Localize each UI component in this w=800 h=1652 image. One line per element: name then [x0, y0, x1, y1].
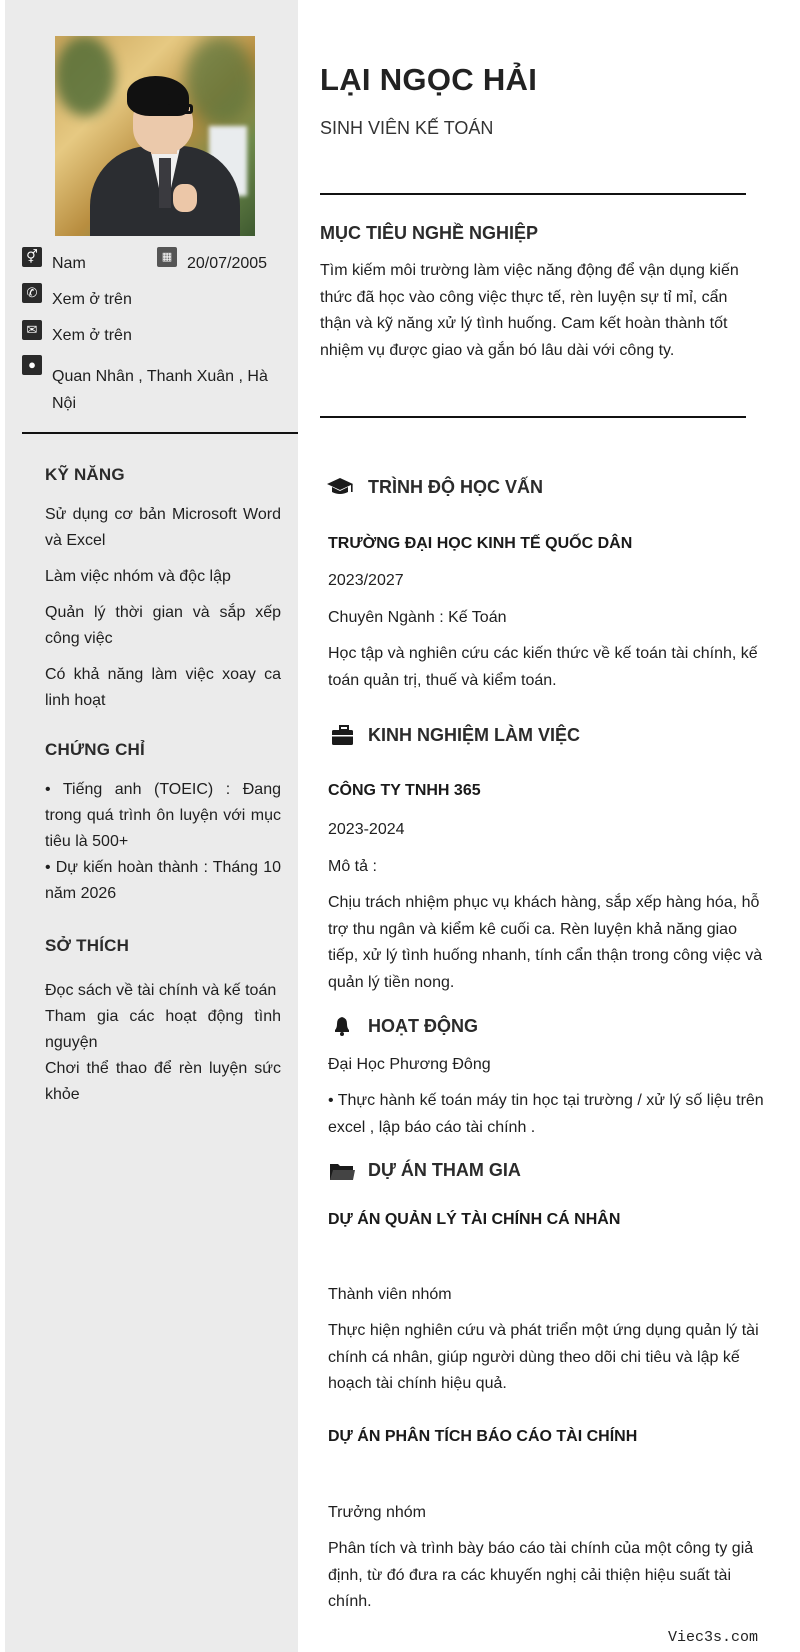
skills-section	[45, 465, 281, 714]
education-major: Chuyên Ngành : Kế Toán	[328, 609, 507, 626]
project-description: Thực hiện nghiên cứu và phát triển một ứng dụng quản lý tài chính cá nhân, giúp người dùng theo dõi chi tiêu và lập kế hoạch tài chính hiệu quả.	[328, 1322, 759, 1392]
project-role: Trưởng nhóm	[328, 1504, 426, 1521]
hobby-item: Chơi thể thao để rèn luyện sức khỏe	[45, 1060, 281, 1103]
skills-title: KỸ NĂNG	[45, 465, 125, 484]
email-value: Xem ở trên	[52, 327, 132, 344]
hobby-item: Tham gia các hoạt động tình nguyện	[45, 1008, 281, 1051]
hobby-item: Đọc sách về tài chính và kế toán	[45, 982, 277, 999]
project-name: DỰ ÁN PHÂN TÍCH BÁO CÁO TÀI CHÍNH	[328, 1428, 638, 1445]
experience-company: CÔNG TY TNHH 365	[328, 782, 481, 799]
experience-title: KINH NGHIỆM LÀM VIỆC	[368, 725, 581, 745]
objective-divider	[320, 416, 746, 418]
gender-icon: ⚥	[22, 247, 42, 267]
header-divider	[320, 193, 746, 195]
hobbies-section	[45, 936, 281, 1108]
project-description: Phân tích và trình bày báo cáo tài chính của một công ty giả định, từ đó đưa ra các khuyến nghị cải thiện hiệu suất tài chính.	[328, 1540, 754, 1610]
hobbies-title: SỞ THÍCH	[45, 936, 130, 955]
experience-description: Chịu trách nhiệm phục vụ khách hàng, sắp xếp hàng hóa, hỗ trợ thu ngân và kiểm kê cuối ca. Rèn luyện khả năng giao tiếp, xử lý tình huống nhanh, tính cẩn thận trong công việc và quản lý tiền nong.	[328, 894, 763, 991]
candidate-name: LẠI NGỌC HẢI	[320, 62, 538, 97]
certificates-title: CHỨNG CHỈ	[45, 740, 145, 759]
location-icon: ●	[22, 355, 42, 375]
objective-title: MỤC TIÊU NGHỀ NGHIỆP	[320, 223, 539, 243]
bell-icon	[330, 1015, 358, 1037]
birthday-value: 20/07/2005	[187, 255, 268, 272]
graduation-cap-icon	[326, 475, 354, 497]
candidate-role: SINH VIÊN KẾ TOÁN	[320, 118, 494, 138]
experience-period: 2023-2024	[328, 821, 405, 838]
email-icon: ✉	[22, 320, 42, 340]
skill-item: Làm việc nhóm và độc lập	[45, 568, 231, 585]
address-value: Quan Nhân , Thanh Xuân , Hà Nội	[52, 368, 268, 412]
education-title: TRÌNH ĐỘ HỌC VẤN	[368, 477, 543, 497]
education-description: Học tập và nghiên cứu các kiến thức về kế toán tài chính, kế toán quản trị, thuế và kiểm toán.	[328, 645, 758, 689]
skill-item: Có khả năng làm việc xoay ca linh hoạt	[45, 666, 281, 709]
certificate-item: • Dự kiến hoàn thành : Tháng 10 năm 2026	[45, 859, 281, 902]
education-period: 2023/2027	[328, 572, 404, 589]
sidebar-divider	[22, 432, 298, 434]
certificate-item: • Tiếng anh (TOEIC) : Đang trong quá trình ôn luyện với mục tiêu là 500+	[45, 781, 281, 850]
project-role: Thành viên nhóm	[328, 1286, 452, 1303]
calendar-icon: ▦	[157, 247, 177, 267]
activities-organization: Đại Học Phương Đông	[328, 1056, 491, 1073]
phone-icon: ✆	[22, 283, 42, 303]
skill-item: Sử dụng cơ bản Microsoft Word và Excel	[45, 506, 281, 549]
watermark: Viec3s.com	[667, 1629, 758, 1646]
experience-desc-label: Mô tả :	[328, 858, 377, 875]
phone-value: Xem ở trên	[52, 291, 132, 308]
objective-text: Tìm kiếm môi trường làm việc năng động để vận dụng kiến thức đã học vào công việc thực tế, rèn luyện sự tỉ mỉ, cẩn thận và kỹ năng xử lý tình huống. Cam kết hoàn thành tốt nhiệm vụ được giao và gắn bó lâu dài với công ty.	[320, 262, 739, 359]
certificates-section	[45, 740, 281, 907]
projects-title: DỰ ÁN THAM GIA	[368, 1160, 521, 1180]
education-school: TRƯỜNG ĐẠI HỌC KINH TẾ QUỐC DÂN	[328, 535, 633, 552]
skill-item: Quản lý thời gian và sắp xếp công việc	[45, 604, 281, 647]
activities-title: HOẠT ĐỘNG	[368, 1016, 478, 1036]
folder-icon	[329, 1160, 357, 1182]
project-name: DỰ ÁN QUẢN LÝ TÀI CHÍNH CÁ NHÂN	[328, 1211, 621, 1228]
briefcase-icon	[330, 724, 358, 746]
gender-value: Nam	[52, 255, 86, 272]
profile-photo	[55, 36, 255, 236]
activities-description: • Thực hành kế toán máy tin học tại trường / xử lý số liệu trên excel , lập báo cáo tài chính .	[328, 1092, 764, 1136]
